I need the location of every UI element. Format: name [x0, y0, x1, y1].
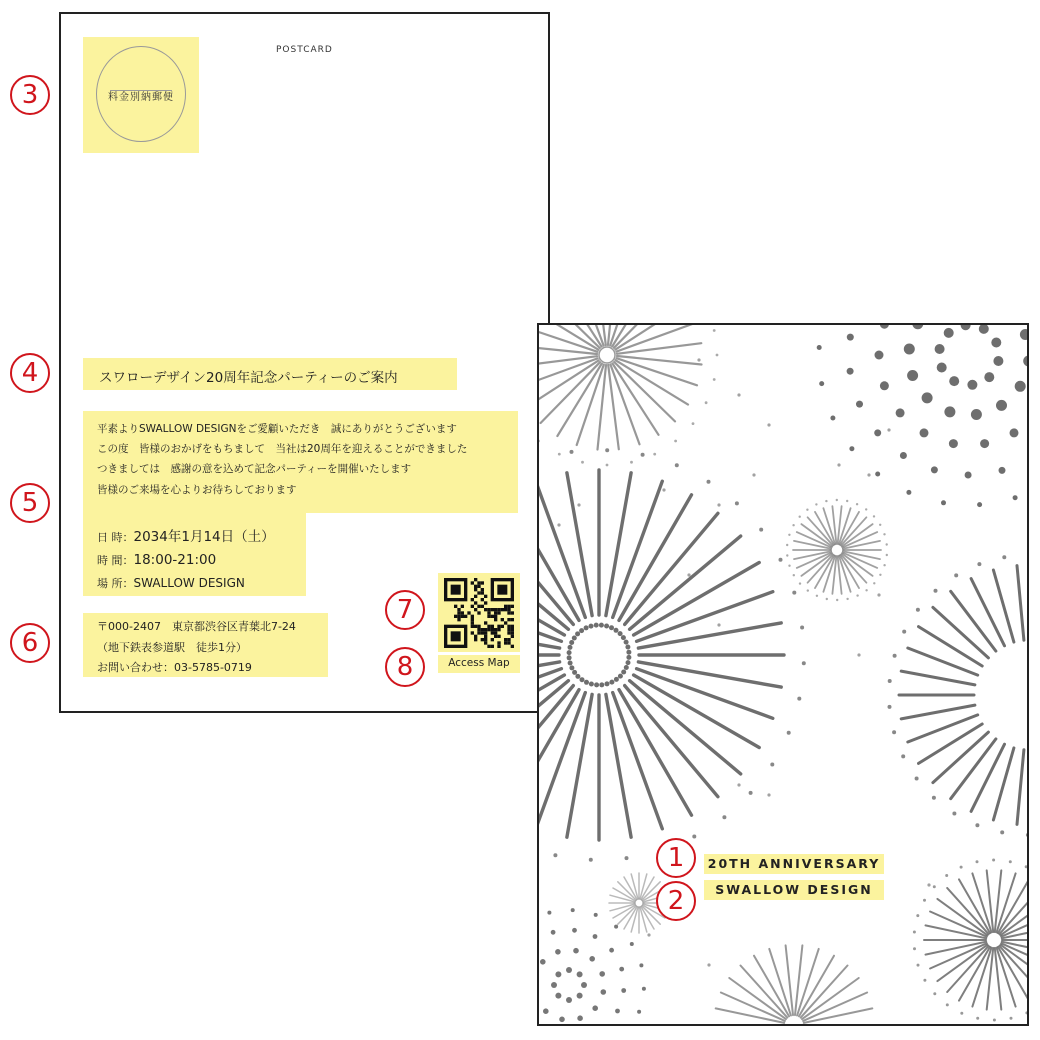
- marker-8: 8: [385, 647, 425, 687]
- place-row: [97, 572, 245, 591]
- invitation-title: スワローデザイン20周年記念パーティーのご案内: [99, 370, 398, 386]
- marker-7: 7: [385, 590, 425, 630]
- marker-3: 3: [10, 75, 50, 115]
- time-value: 18:00-21:00: [133, 552, 217, 568]
- time-row: [97, 549, 216, 568]
- fireworks-illustration: [539, 325, 1027, 1024]
- anniversary-label-block: [704, 854, 884, 874]
- marker-1: 1: [656, 838, 696, 878]
- postcard-address-side: [59, 12, 550, 713]
- place-label: 場 所：: [97, 577, 134, 590]
- time-label: 時 間：: [97, 554, 134, 567]
- title-block: [83, 358, 457, 390]
- marker-4: 4: [10, 353, 50, 393]
- postcard-picture-side: [537, 323, 1029, 1026]
- message-line-4: 皆様のご来場を心よりお待ちしております: [97, 484, 297, 496]
- stamp-text: 料金別納郵便: [108, 92, 174, 103]
- qr-block: [438, 573, 520, 652]
- place-value: SWALLOW DESIGN: [133, 576, 245, 590]
- date-value: 2034年1月14日（土）: [133, 529, 275, 545]
- access-map-label: Access Map: [448, 657, 510, 669]
- date-row: [97, 525, 275, 545]
- address-line-3: お問い合わせ：03-5785-0719: [97, 661, 252, 674]
- company-label: SWALLOW DESIGN: [715, 882, 873, 897]
- marker-5: 5: [10, 483, 50, 523]
- qr-code-icon[interactable]: [444, 578, 514, 648]
- message-block: [83, 411, 518, 513]
- stamp-area: [83, 37, 199, 153]
- marker-2: 2: [656, 881, 696, 921]
- anniversary-label: 20TH ANNIVERSARY: [707, 856, 881, 871]
- postcard-label: POSTCARD: [276, 45, 333, 55]
- address-block: [83, 613, 328, 677]
- address-line-1: 〒000-2407 東京都渋谷区青葉北7-24: [97, 620, 296, 633]
- address-line-2: （地下鉄表参道駅 徒歩1分）: [97, 641, 247, 654]
- company-label-block: [704, 880, 884, 900]
- access-map-label-block: [438, 655, 520, 673]
- message-line-3: つきましては 感謝の意を込めて記念パーティーを開催いたします: [97, 463, 412, 475]
- date-label: 日 時：: [97, 531, 134, 544]
- message-line-1: 平素よりSWALLOW DESIGNをご愛顧いただき 誠にありがとうございます: [97, 423, 457, 435]
- message-line-2: この度 皆様のおかげをもちまして 当社は20周年を迎えることができました: [97, 443, 468, 455]
- event-details-block: [83, 513, 306, 596]
- marker-6: 6: [10, 623, 50, 663]
